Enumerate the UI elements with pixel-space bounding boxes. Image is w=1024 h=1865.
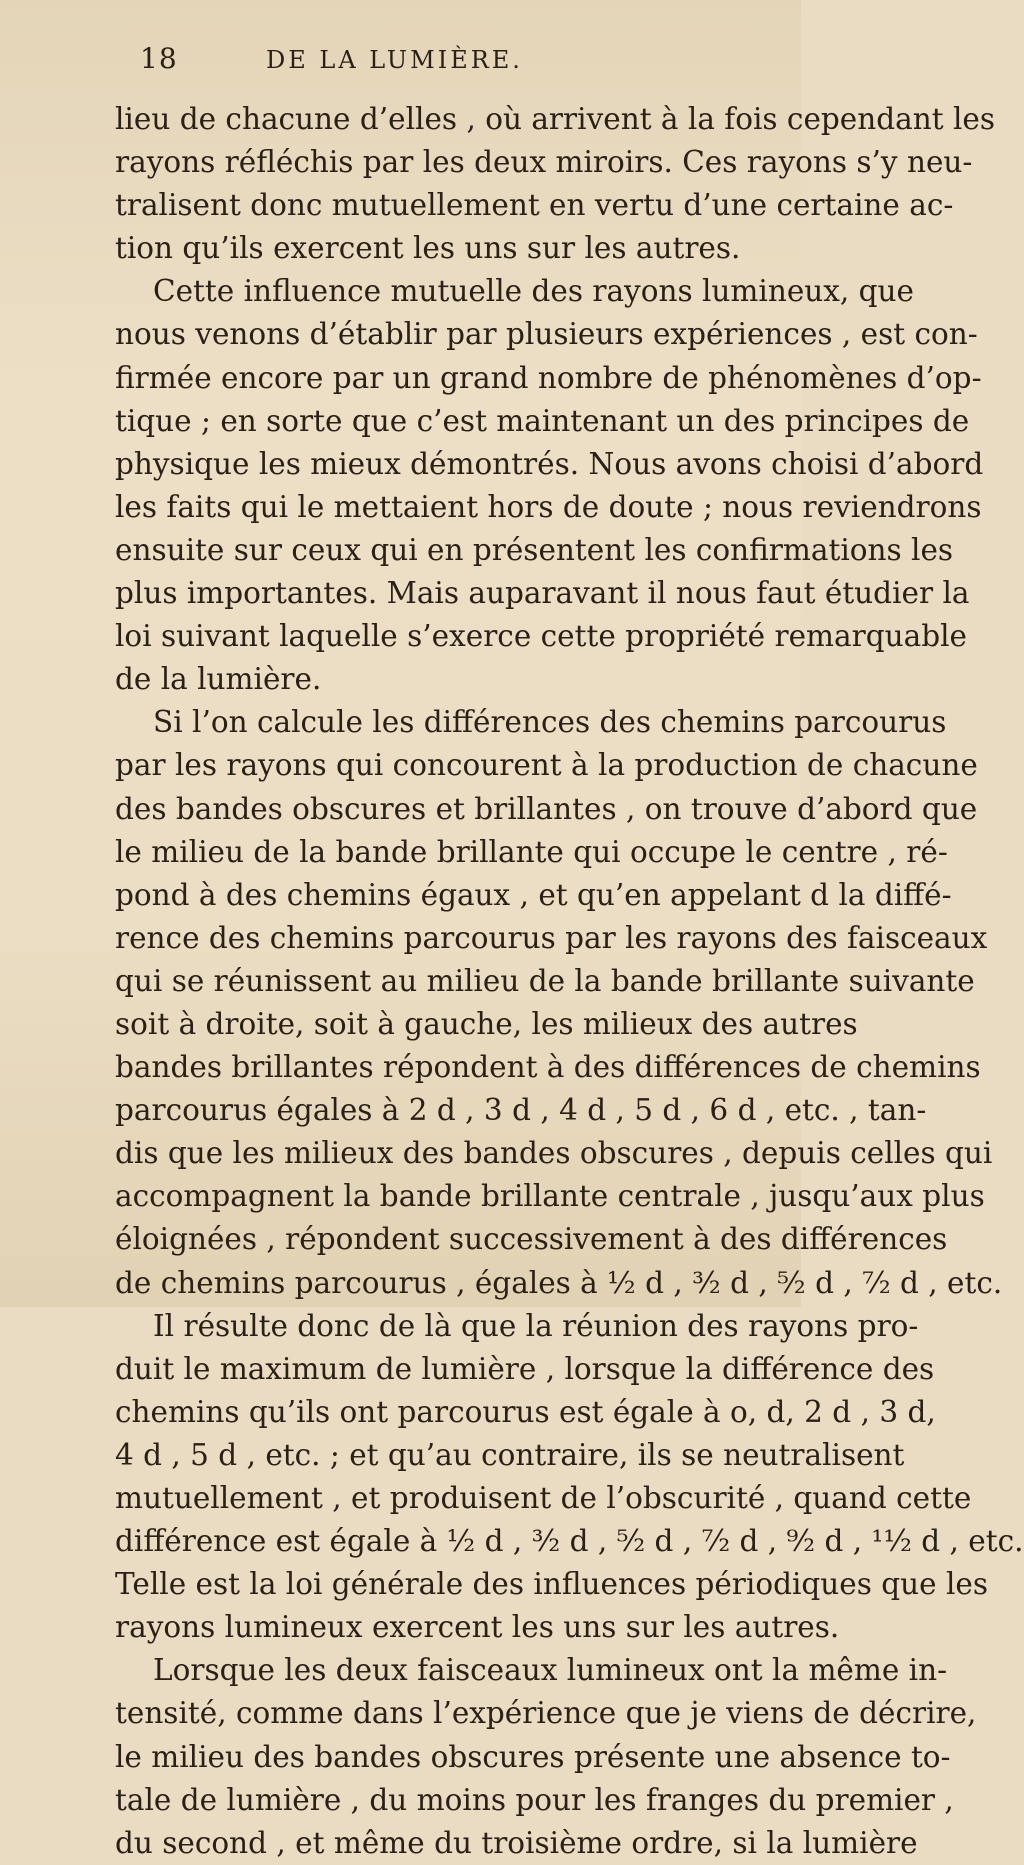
text-line: de la lumière.	[115, 662, 322, 697]
text-line: loi suivant laquelle s’exerce cette propriété remarquable	[115, 619, 967, 654]
text-line: Cette influence mutuelle des rayons lumineux, que	[153, 274, 915, 309]
text-line: tralisent donc mutuellement en vertu d’une certaine ac-	[115, 188, 954, 223]
text-line: du second , et même du troisième ordre, si la lumière	[115, 1825, 918, 1860]
text-line: tensité, comme dans l’expérience que je viens de décrire,	[115, 1696, 977, 1731]
text-line: tique ; en sorte que c’est maintenant un des principes de	[115, 403, 970, 438]
text-line: duit le maximum de lumière , lorsque la différence des	[115, 1351, 935, 1386]
text-line: rence des chemins parcourus par les rayons des faisceaux	[115, 920, 988, 955]
text-line: Telle est la loi générale des influences périodiques que les	[115, 1567, 989, 1602]
text-line: Lorsque les deux faisceaux lumineux ont la même in-	[153, 1653, 948, 1688]
text-line: différence est égale à ½ d , ³⁄₂ d , ⁵⁄₂ d , ⁷⁄₂ d , ⁹⁄₂ d , ¹¹⁄₂ d , etc.	[115, 1524, 1024, 1559]
page-number: 18	[140, 42, 178, 75]
text-line: plus importantes. Mais auparavant il nous faut étudier la	[115, 576, 970, 611]
text-line: rayons lumineux exercent les uns sur les autres.	[115, 1610, 840, 1645]
text-line: rayons réfléchis par les deux miroirs. Ces rayons s’y neu-	[115, 145, 973, 180]
text-line: par les rayons qui concourent à la production de chacune	[115, 748, 978, 783]
text-line: le milieu de la bande brillante qui occupe le centre , ré-	[115, 834, 948, 869]
text-line: soit à droite, soit à gauche, les milieux des autres	[115, 1006, 858, 1041]
text-line: des bandes obscures et brillantes , on trouve d’abord que	[115, 791, 978, 826]
text-line: ensuite sur ceux qui en présentent les confirmations les	[115, 532, 954, 567]
text-line: les faits qui le mettaient hors de doute ; nous reviendrons	[115, 489, 982, 524]
text-line: lieu de chacune d’elles , où arrivent à la fois cependant les	[115, 102, 995, 136]
text-line: 4 d , 5 d , etc. ; et qu’au contraire, ils se neutralisent	[115, 1437, 905, 1472]
body-text	[115, 98, 1024, 1865]
text-line: dis que les milieux des bandes obscures , depuis celles qui	[115, 1136, 993, 1171]
text-line: firmée encore par un grand nombre de phénomènes d’op-	[115, 360, 982, 395]
text-line: Il résulte donc de là que la réunion des rayons pro-	[153, 1308, 919, 1343]
text-line: tale de lumière , du moins pour les franges du premier ,	[115, 1782, 954, 1817]
text-line: le milieu des bandes obscures présente une absence to-	[115, 1739, 951, 1774]
text-line: nous venons d’établir par plusieurs expériences , est con-	[115, 317, 978, 352]
page-header	[0, 40, 801, 80]
text-line: mutuellement , et produisent de l’obscurité , quand cette	[115, 1481, 972, 1515]
text-line: tion qu’ils exercent les uns sur les autres.	[115, 231, 741, 266]
running-head: DE LA LUMIÈRE.	[266, 46, 523, 74]
text-line: accompagnent la bande brillante centrale , jusqu’aux plus	[115, 1179, 985, 1214]
text-line: de chemins parcourus , égales à ½ d , ³⁄₂ d , ⁵⁄₂ d , ⁷⁄₂ d , etc.	[115, 1265, 1003, 1300]
text-line: parcourus égales à 2 d , 3 d , 4 d , 5 d , 6 d , etc. , tan-	[115, 1093, 927, 1128]
text-line: pond à des chemins égaux , et qu’en appelant d la diffé-	[115, 877, 952, 912]
text-line: bandes brillantes répondent à des différences de chemins	[115, 1050, 981, 1085]
text-line: chemins qu’ils ont parcourus est égale à o, d, 2 d , 3 d,	[115, 1394, 936, 1429]
text-line: éloignées , répondent successivement à des différences	[115, 1222, 948, 1257]
text-line: physique les mieux démontrés. Nous avons choisi d’abord	[115, 446, 984, 481]
text-line: Si l’on calcule les différences des chemins parcourus	[153, 705, 947, 740]
text-line: qui se réunissent au milieu de la bande brillante suivante	[115, 963, 975, 998]
